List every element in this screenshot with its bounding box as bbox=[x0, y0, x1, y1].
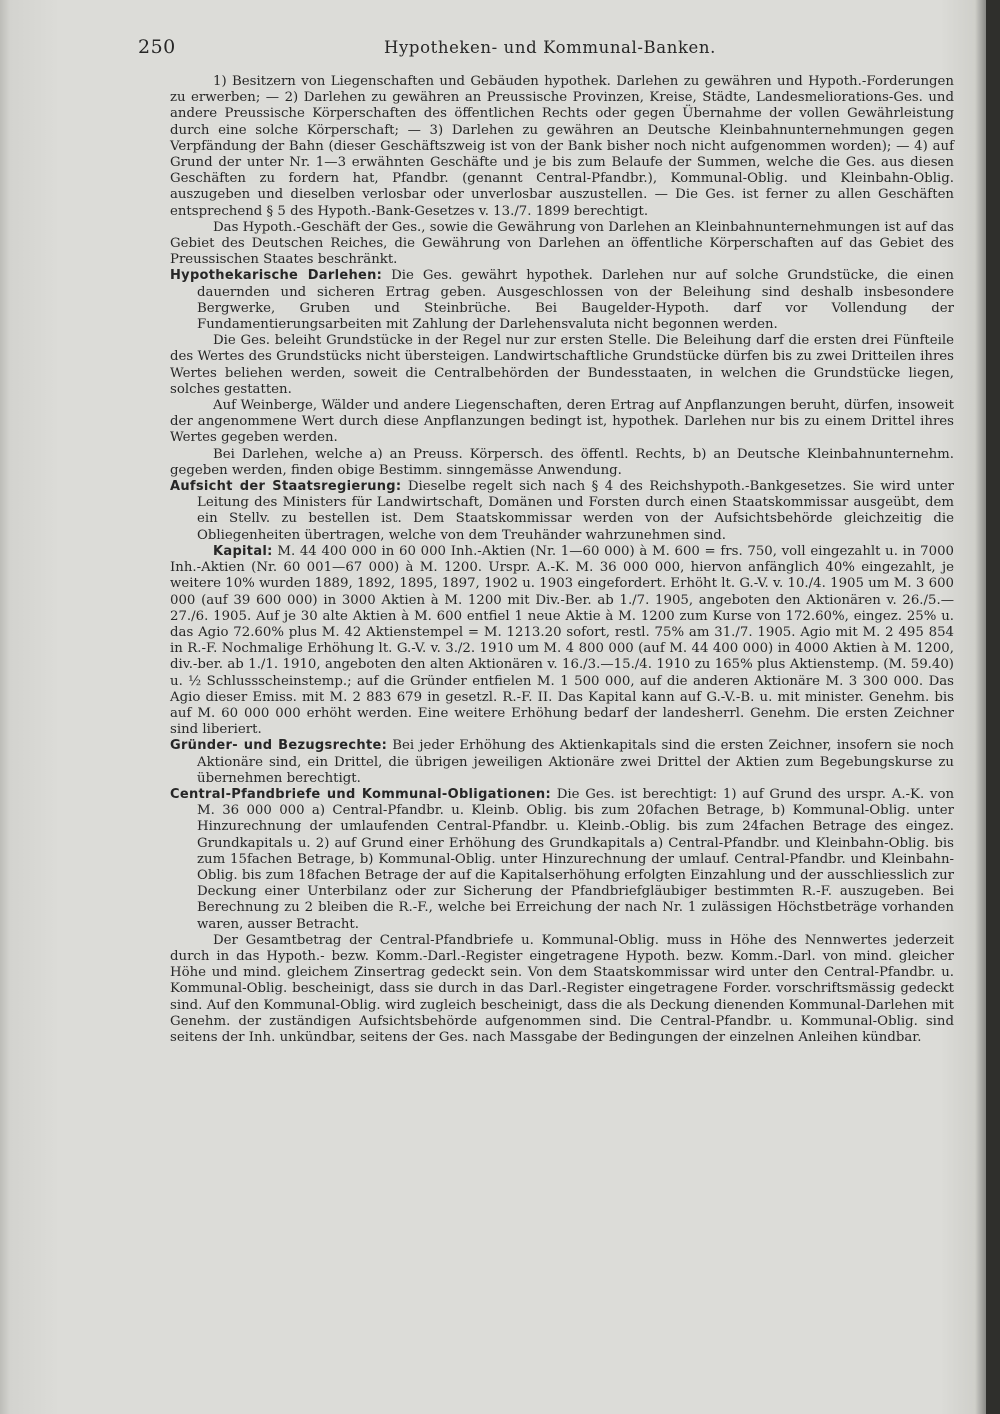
section-hypothekarische-darlehen: Hypothekarische Darlehen: Die Ges. gewährt hypothek. Darlehen nur auf solche Grundstücke, die einen dauernden und sicheren Ertrag geben. Ausgeschlossen von der Beleihung sind deshalb insbesondere Bergwerke, Gruben und Steinbrüche. Bei Baugelder-Hypoth. darf vor Vollendung der Fundamentierungsarbeiten mit Zahlung der Darlehensvaluta nicht begonnen werden. bbox=[170, 268, 954, 333]
section-heading: Aufsicht der Staatsregierung: bbox=[170, 479, 402, 495]
paragraph-weinberge: Auf Weinberge, Wälder und andere Liegenschaften, deren Ertrag auf Anpflanzungen beruht, dürfen, insoweit der angenommene Wert durch diese Anpflanzungen bedingt ist, hypothek. Darlehen nur bis zu einem Drittel ihres Wertes gegeben werden. bbox=[170, 398, 954, 446]
paragraph-darlehen-koerperschaften: Bei Darlehen, welche a) an Preuss. Körpersch. des öffentl. Rechts, b) an Deutsche Kleinbahnunternehm. gegeben werden, finden obige Bestimm. sinngemässe Anwendung. bbox=[170, 446, 954, 478]
section-heading: Gründer- und Bezugsrechte: bbox=[170, 738, 388, 754]
section-gruender-bezugsrechte: Gründer- und Bezugsrechte: Bei jeder Erhöhung des Aktienkapitals sind die ersten Zeichner, insofern sie noch Aktionäre sind, ein Drittel, die übrigen jeweiligen Aktionäre zwei Drittel der Aktien zum Begebungskurse zu übernehmen berechtigt. bbox=[170, 738, 954, 786]
running-title: Hypotheken- und Kommunal-Banken. bbox=[384, 38, 716, 57]
body-text bbox=[170, 74, 954, 1046]
paragraph-gesamtbetrag: Der Gesamtbetrag der Central-Pfandbriefe u. Kommunal-Oblig. muss in Höhe des Nennwertes jederzeit durch in das Hypoth.- bezw. Komm.-Darl.-Register eingetragene Hypoth. bezw. Komm.-Darl. von mind. gleicher Höhe und mind. gleichem Zinsertrag gedeckt sein. Von dem Staatskommissar wird unter den Central-Pfandbr. u. Kommunal-Oblig. bescheinigt, dass sie durch in das Darl.-Register eingetragene Forder. vorschriftsmässig gedeckt sind. Auf den Kommunal-Oblig. wird zugleich bescheinigt, dass die als Deckung dienenden Kommunal-Darlehen mit Genehm. der zuständigen Aufsichtsbehörde aufgenommen sind. Die Central-Pfandbr. u. Kommunal-Oblig. sind seitens der Inh. unkündbar, seitens der Ges. nach Massgabe der Bedingungen der einzelnen Anleihen kündbar. bbox=[170, 932, 954, 1045]
page-header bbox=[138, 36, 958, 64]
section-central-pfandbriefe: Central-Pfandbriefe und Kommunal-Obligationen: Die Ges. ist berechtigt: 1) auf Grund des urspr. A.-K. von M. 36 000 000 a) Central-Pfandbr. u. Kleinb. Oblig. bis zum 20fachen Betrage, b) Kommunal-Oblig. unter Hinzurechnung der umlaufenden Central-Pfandbr. u. Kleinb.-Oblig. bis zum 24fachen Betrage des eingez. Grundkapitals u. 2) auf Grund einer Erhöhung des Grundkapitals a) Central-Pfandbr. und Kleinbahn-Oblig. bis zum 15fachen Betrage, b) Kommunal-Oblig. unter Hinzurechnung der umlauf. Central-Pfandbr. und Kleinbahn-Oblig. bis zum 18fachen Betrage der auf die Kapitalserhöhung erfolgten Einzahlung und der ausschliesslich zur Deckung einer Unterbilanz oder zur Sicherung der Pfandbriefgläubiger bestimmten R.-F. auszugeben. Bei Berechnung zu 2 bleiben die R.-F., welche bei Erreichung der nach Nr. 1 zulässigen Höchstbeträge vorhanden waren, ausser Betracht. bbox=[170, 786, 955, 932]
paragraph-business-area: Das Hypoth.-Geschäft der Ges., sowie die Gewährung von Darlehen an Kleinbahnunternehmungen ist auf das Gebiet des Deutschen Reiches, die Gewährung von Darlehen an öffentliche Körperschaften auf das Gebiet des Preussischen Staates beschränkt. bbox=[170, 219, 954, 268]
page-number: 250 bbox=[138, 36, 176, 58]
section-heading: Hypothekarische Darlehen: bbox=[170, 268, 383, 284]
section-heading: Kapital: bbox=[213, 543, 273, 559]
section-heading: Central-Pfandbriefe und Kommunal-Obligationen: bbox=[170, 786, 551, 802]
section-aufsicht: Aufsicht der Staatsregierung: Dieselbe regelt sich nach § 4 des Reichshypoth.-Bankgesetzes. Sie wird unter Leitung des Ministers für Landwirtschaft, Domänen und Forsten durch einen Staatskommissar ausgeübt, dem ein Stellv. zu bestellen ist. Dem Staatskommissar werden von der Aufsichtsbehörde gleichzeitig die Obliegenheiten übertragen, welche von dem Treuhänder wahrzunehmen sind. bbox=[170, 479, 954, 543]
page-edge-shadow bbox=[986, 0, 1000, 1414]
paragraph-purpose: 1) Besitzern von Liegenschaften und Gebäuden hypothek. Darlehen zu gewähren und Hypoth.-Forderungen zu erwerben; — 2) Darlehen zu gewähren an Preussische Provinzen, Kreise, Städte, Landesmeliorations-Ges. und andere Preussische Körperschaften des öffentlichen Rechts oder gegen Übernahme der vollen Gewährleistung durch eine solche Körperschaft; — 3) Darlehen zu gewähren an Deutsche Kleinbahnunternehmungen gegen Verpfändung der Bahn (dieser Geschäftszweig ist von der Bank bisher noch nicht aufgenommen worden); — 4) auf Grund der unter Nr. 1—3 erwähnten Geschäfte und je bis zum Belaufe der Summen, welche die Ges. aus diesen Geschäften zu fordern hat, Pfandbr. (genannt Central-Pfandbr.), Kommunal-Oblig. und Kleinbahn-Oblig. auszugeben und dieselben verlosbar oder unverlosbar auszustellen. — Die Ges. ist ferner zu allen Geschäften entsprechend § 5 des Hypoth.-Bank-Gesetzes v. 13./7. 1899 berechtigt. bbox=[170, 74, 954, 219]
paragraph-beleihung: Die Ges. beleiht Grundstücke in der Regel nur zur ersten Stelle. Die Beleihung darf die ersten drei Fünfteile des Wertes des Grundstücks nicht übersteigen. Landwirtschaftliche Grundstücke dürfen bis zu zwei Dritteilen ihres Wertes beliehen werden, soweit die Centralbehörden der Bundesstaaten, in welchen die Grundstücke liegen, solches gestatten. bbox=[170, 333, 954, 397]
section-kapital: Kapital: M. 44 400 000 in 60 000 Inh.-Aktien (Nr. 1—60 000) à M. 600 = frs. 750, voll eingezahlt u. in 7000 Inh.-Aktien (Nr. 60 001—67 000) à M. 1200. Urspr. A.-K. M. 36 000 000, hiervon anfänglich 40% eingezahlt, je weitere 10% wurden 1889, 1892, 1895, 1897, 1902 u. 1903 eingefordert. Erhöht lt. G.-V. v. 10./4. 1905 um M. 3 600 000 (auf 39 600 000) in 3000 Aktien à M. 1200 mit Div.-Ber. ab 1./7. 1905, angeboten den Aktionären v. 26./5.—27./6. 1905. Auf je 30 alte Aktien à M. 600 entfiel 1 neue Aktie à M. 1200 zum Kurse von 172.60%, eingez. 25% u. das Agio 72.60% plus M. 42 Aktienstempel = M. 1213.20 sofort, restl. 75% am 31./7. 1905. Agio mit M. 2 495 854 in R.-F. Nochmalige Erhöhung lt. G.-V. v. 3./2. 1910 um M. 4 800 000 (auf M. 44 400 000) in 4000 Aktien à M. 1200, div.-ber. ab 1./1. 1910, angeboten den alten Aktionären v. 16./3.—15./4. 1910 zu 165% plus Aktienstemp. (M. 59.40) u. ½ Schlussscheinstemp.; auf die Gründer entfielen M. 1 500 000, auf die anderen Aktionäre M. 3 300 000. Das Agio dieser Emiss. mit M. 2 883 679 in gesetzl. R.-F. II. Das Kapital kann auf G.-V.-B. u. mit minister. Genehm. bis auf M. 60 000 000 erhöht werden. Eine weitere Erhöhung bedarf der landesherrl. Genehm. Die ersten Zeichner sind liberiert. bbox=[170, 543, 954, 738]
